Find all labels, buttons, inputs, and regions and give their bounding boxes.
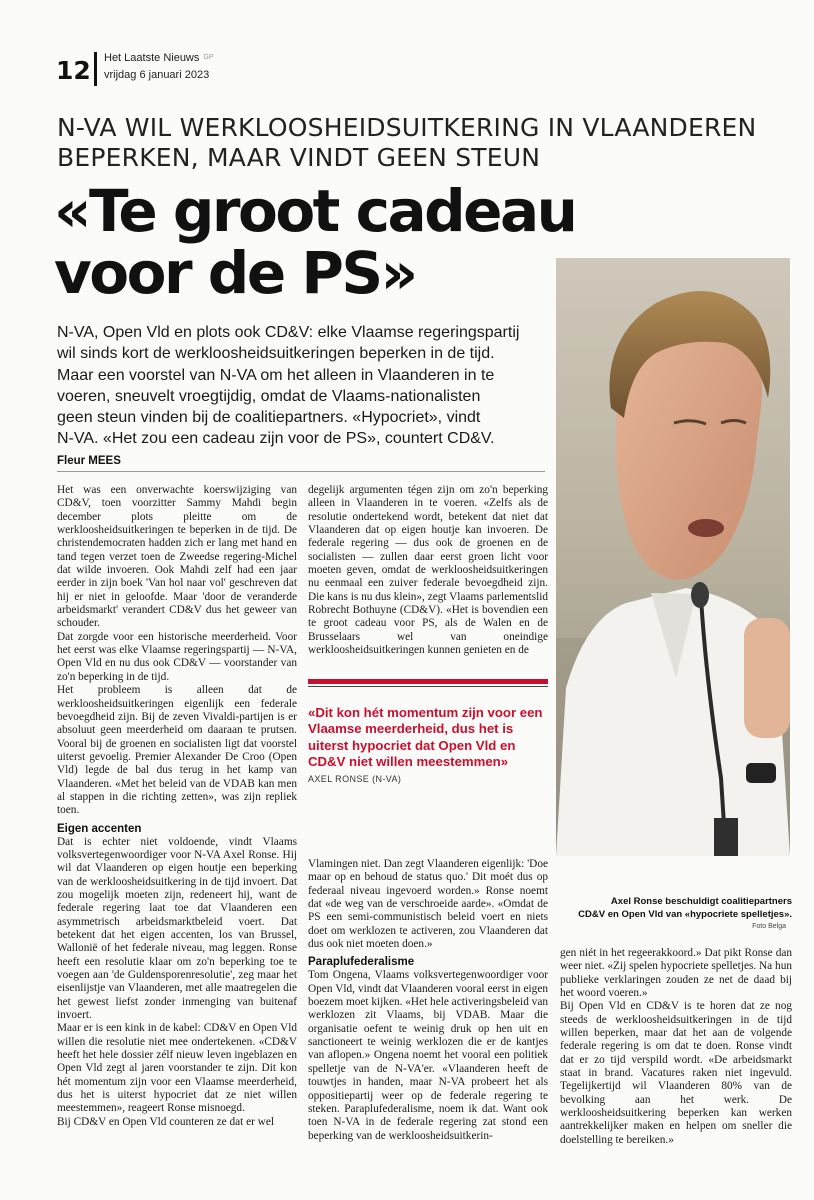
paragraph: Het was een onverwachte koerswijziging van CD&V, toen voorzitter Sammy Mahdi begin december plots pleitte om de werkloosheidsuitkeringen te beperken in de tijd. De christendemocraten hadden zich er lang met hand en tand tegen verzet toen de Zweedse regering-Michel dat wilde invoeren. Ook Mahdi zelf had een jaar eerder in zijn boek 'Van hol naar vol' geschreven dat hij er niet in geloofde. Maar 'door de veranderde arbeidsmarkt' verandert CD&V dus het geweer van schouder. (57, 484, 297, 630)
quote-rule (308, 686, 548, 687)
paragraph: gen niét in het regeerakkoord.» Dat pikt Ronse dan weer niet. «Zij spelen hypocriete spelletjes. Na hun publieke verklaringen zouden ze net de daad bij het woord voeren.» (560, 947, 792, 1000)
paragraph: Het probleem is alleen dat de werkloosheidsuitkeringen eigenlijk een federale bevoegdheid zijn. Bij de zeven Vivaldi-partijen is er absoluut geen meerderheid om daaraan te prutsen. Vooral bij de groenen en socialisten ligt dat voorstel uiterst gevoelig. Premier Alexander De Croo (Open Vld) legde de bal dus terug in het kamp van Vlaanderen. «Met het beleid van de VDAB kan men al stappen in die richting zetten», was zijn repliek toen. (57, 684, 297, 817)
paragraph: Bij Open Vld en CD&V is te horen dat ze nog steeds de werkloosheidsuitkeringen in de tijd willen beperken, maar dat het aan de volgende federale regering is om dat te doen. Ronse vindt dat er zo tijd verspild wordt. «De arbeidsmarkt staat in brand. Vacatures raken niet ingevuld. Tegelijkertijd wil Vlaanderen 80% van de bevolking aan het werk. De werkloosheidsuitkering beperken kan werken aantrekkelijker maken en helpen om sneller die doelstelling te bereiken.» (560, 1000, 792, 1146)
photo-credit: Foto Belga (752, 923, 786, 930)
lead-line: Maar een voorstel van N-VA om het alleen in Vlaanderen in te (57, 366, 495, 384)
speaker-photo-illustration (556, 258, 790, 856)
masthead-divider (94, 52, 97, 86)
paragraph: Maar er is een kink in de kabel: CD&V en Open Vld willen die resolutie niet mee ondertekenen. «CD&V heeft het hele dossier zélf nieuw leven ingeblazen en Open Vld zegt al jaren voorstander te zijn. Dit kon hét momentum zijn voor een Vlaamse meerderheid, dus het is uiterst hypocriet dat ze niet willen meestemmen», reageert Ronse misnoegd. (57, 1022, 297, 1115)
quote-accent-bar (308, 679, 548, 684)
headline-line: voor de PS» (54, 239, 416, 307)
byline-divider (57, 471, 545, 472)
publication-date: vrijdag 6 januari 2023 (104, 69, 210, 81)
paragraph: Bij CD&V en Open Vld counteren ze dat er wel (57, 1115, 274, 1128)
caption-line: CD&V en Open Vld van «hypocriete spelletjes». (578, 909, 792, 920)
subheading: Paraplufederalisme (308, 956, 415, 969)
kicker-line: N-VA WIL WERKLOOSHEIDSUITKERING IN VLAANDEREN (57, 113, 757, 142)
paragraph: Dat is echter niet voldoende, vindt Vlaams volksvertegenwoordiger voor N-VA Axel Ronse. Hij wil dat Vlaanderen op eigen houtje een beperking van de werkloosheidsuitkering in de tijd invoert. Dat zou mogelijk moeten zijn, redeneert hij, want de federale regering laat toe dat Vlaanderen een asymmetrisch arbeidsmarktbeleid voert. Dat betekent dat het eigen accenten, los van Brussel, Wallonië of het federale niveau, mag leggen. Ronse heeft een resolutie klaar om zo'n beperking toe te voegen aan 'de Guldensporenresolutie', zeg maar het eisenlijstje van Vlaanderen, met alle maatregelen die het gewest liefst zonder inmenging van buitenaf invoert. (57, 835, 297, 1022)
paper-name-text: Het Laatste Nieuws (104, 52, 200, 64)
lead-line: geen steun vinden bij de coalitiepartners. «Hypocriet», vindt (57, 409, 481, 427)
article-column-2-bottom (308, 858, 548, 1143)
lead-line: wil sinds kort de werkloosheidsuitkeringen beperken in de tijd. (57, 345, 495, 363)
paragraph: Dat zorgde voor een historische meerderheid. Voor het eerst was elke Vlaamse regeringspartij — N-VA, Open Vld en nu dus ook CD&V — voorstander van zo'n beperking in de tijd. (57, 630, 297, 683)
lead-line: N-VA. «Het zou een cadeau zijn voor de PS», countert CD&V. (57, 430, 495, 448)
quote-author: AXEL RONSE (N-VA) (308, 774, 402, 785)
photo-caption (560, 895, 792, 921)
paragraph: degelijk argumenten tégen zijn om zo'n beperking alleen in Vlaanderen in te voeren. «Zelfs als de resolutie ondertekend wordt, betekent dat niet dat Vlaanderen dat op eigen houtje kan invoeren. De federale regering — dus ook de groenen en de socialisten — zullen daar eerst groen licht voor moeten geven, omdat de werkloosheidsuitkeringen nu eenmaal een zuiver federale bevoegdheid zijn. Die kans is nu dus klein», zegt Vlaams parlementslid Robrecht Bothuyne (CD&V). «Het is bovendien een te groot cadeau voor PS, als de Walen en de Brusselaars wel van oneindige werkloosheidsuitkeringen kunnen genieten en de (308, 484, 548, 657)
article-column-2-top (308, 484, 548, 657)
page-number: 12 (56, 56, 91, 85)
paragraph: Tom Ongena, Vlaams volksvertegenwoordiger voor Open Vld, vindt dat Vlaanderen vooral eerst in eigen boezem moet kijken. «Het hele activeringsbeleid van werklozen zit Vlaams, bij VDAB. Maar die organisatie oefent te weinig druk op hen uit en sanctioneert te weinig werklozen die er de kantjes van aflopen.» Ongena noemt het vooral een politiek spelletje van de N-VA'er. «Vlaanderen heeft de touwtjes in handen, maar N-VA probeert het als oppositiepartij weer op de federale regering te steken. Paraplufederalisme, noem ik dat. Want ook toen N-VA in de federale regering zat stond een beperking van de werkloosheidsuitkerin- (308, 969, 548, 1142)
article-lead (57, 322, 562, 450)
paper-name (104, 52, 214, 64)
article-kicker (57, 113, 777, 173)
pull-quote (308, 679, 548, 784)
lead-line: voeren, sneuvelt vroegtijdig, omdat de Vlaams-nationalisten (57, 387, 481, 405)
paper-tag: GP (203, 54, 214, 61)
paragraph: Vlamingen niet. Dan zegt Vlaanderen eigenlijk: 'Doe maar op en behoud de status quo.' Dit moét dus op federaal niveau ingevoerd worden.» Ronse noemt dat «de weg van de verschroeide aarde». «Omdat de PS een semi-communistisch beleid voert en niets doet om werklozen te activeren, zou Vlaanderen dat dus ook niet moeten doen.» (308, 858, 548, 951)
article-column-3 (560, 947, 792, 1147)
caption-line: Axel Ronse beschuldigt coalitiepartners (610, 896, 792, 907)
byline: Fleur MEES (57, 455, 121, 467)
article-photo (556, 258, 790, 856)
quote-text: «Dit kon hét momentum zijn voor een Vlaamse meerderheid, dus het is uiterst hypocriet dat Open Vld en CD&V niet willen meestemmen» (308, 705, 543, 769)
lead-line: N-VA, Open Vld en plots ook CD&V: elke Vlaamse regeringspartij (57, 324, 520, 341)
subheading: Eigen accenten (57, 822, 142, 835)
masthead (56, 50, 796, 92)
kicker-line: BEPERKEN, MAAR VINDT GEEN STEUN (57, 143, 541, 172)
article-column-1 (57, 484, 297, 1129)
headline-line: «Te groot cadeau (54, 177, 576, 245)
